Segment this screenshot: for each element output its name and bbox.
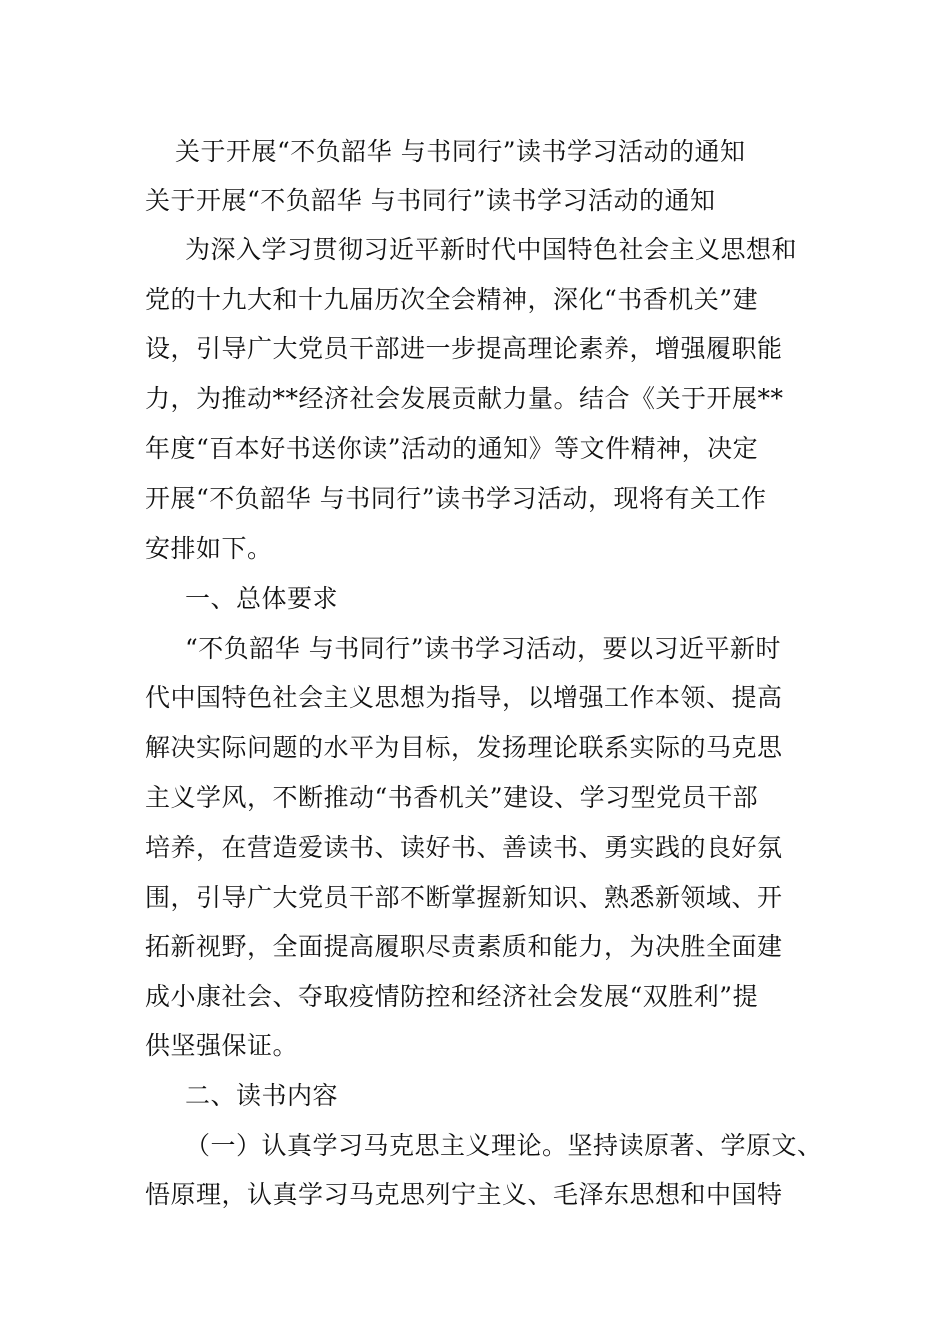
paragraph-line: 代中国特色社会主义思想为指导，以增强工作本领、提高: [145, 683, 783, 712]
section-heading: 二、读书内容: [185, 1081, 339, 1110]
document-title-repeat: 关于开展“不负韶华 与书同行”读书学习活动的通知: [145, 186, 716, 215]
paragraph-line: “不负韶华 与书同行”读书学习活动，要以习近平新时: [185, 634, 782, 663]
paragraph-line: 围，引导广大党员干部不断掌握新知识、熟悉新领域、开: [145, 883, 783, 912]
section-heading: 一、总体要求: [185, 584, 339, 613]
paragraph-line: 为深入学习贯彻习近平新时代中国特色社会主义思想和: [185, 235, 798, 264]
paragraph-line: 供坚强保证。: [145, 1031, 299, 1060]
paragraph-line: 成小康社会、夺取疫情防控和经济社会发展“双胜利”提: [145, 982, 759, 1011]
paragraph-line: 培养，在营造爱读书、读好书、善读书、勇实践的良好氛: [145, 833, 783, 862]
paragraph-line: 拓新视野，全面提高履职尽责素质和能力，为决胜全面建: [145, 932, 783, 961]
paragraph-line: 悟原理，认真学习马克思列宁主义、毛泽东思想和中国特: [145, 1180, 783, 1209]
paragraph-line: 安排如下。: [145, 534, 273, 563]
paragraph-line: 主义学风，不断推动“书香机关”建设、学习型党员干部: [145, 783, 759, 812]
paragraph-line: 设，引导广大党员干部进一步提高理论素养，增强履职能: [145, 334, 783, 363]
paragraph-line: 开展“不负韶华 与书同行”读书学习活动，现将有关工作: [145, 484, 767, 513]
document-title: 关于开展“不负韶华 与书同行”读书学习活动的通知: [175, 137, 746, 166]
paragraph-line: （一）认真学习马克思主义理论。坚持读原著、学原文、: [185, 1131, 823, 1160]
paragraph-line: 力，为推动**经济社会发展贡献力量。结合《关于开展**: [145, 384, 784, 413]
paragraph-line: 党的十九大和十九届历次全会精神，深化“书香机关”建: [145, 285, 759, 314]
paragraph-line: 年度“百本好书送你读”活动的通知》等文件精神，决定: [145, 434, 759, 463]
paragraph-line: 解决实际问题的水平为目标，发扬理论联系实际的马克思: [145, 733, 783, 762]
